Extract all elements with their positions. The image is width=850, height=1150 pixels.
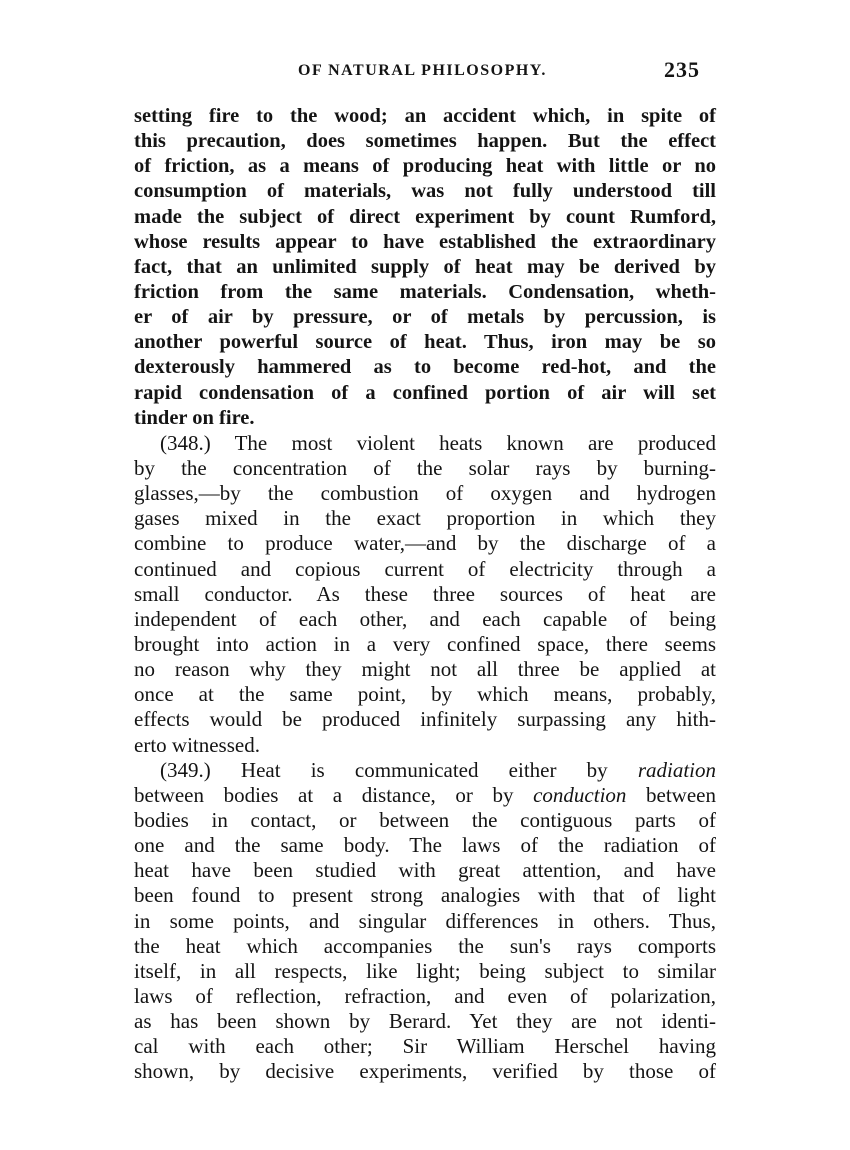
text-line: erto witnessed. (134, 732, 260, 757)
paragraph-348 (134, 431, 716, 758)
text-line: cal with each other; Sir William Herschel having (134, 1034, 716, 1059)
text-run: between (626, 782, 716, 807)
italic-term: conduction (533, 782, 627, 807)
text-line: gases mixed in the exact proportion in which they (134, 506, 716, 531)
text-line: no reason why they might not all three be applied at (134, 657, 716, 682)
paragraph-continuation (134, 104, 716, 431)
text-line: bodies in contact, or between the contiguous parts of (134, 807, 716, 832)
text-line: continued and copious current of electricity through a (134, 556, 716, 581)
text-line (134, 783, 716, 808)
page-number: 235 (664, 57, 700, 82)
text-line: once at the same point, by which means, probably, (134, 682, 716, 707)
text-line: by the concentration of the solar rays by burning- (134, 455, 716, 480)
paragraph-349 (134, 758, 716, 1085)
text-line: glasses,—by the combustion of oxygen and hydrogen (134, 481, 716, 506)
text-line: another powerful source of heat. Thus, iron may be so (134, 331, 716, 354)
text-line: combine to produce water,—and by the discharge of a (134, 531, 716, 556)
text-run: between bodies at a distance, or by (134, 782, 534, 807)
text-line: heat have been studied with great attention, and have (134, 858, 716, 883)
text-line: independent of each other, and each capable of being (134, 606, 716, 631)
text-line: one and the same body. The laws of the radiation of (134, 833, 716, 858)
text-line: been found to present strong analogies with that of light (134, 883, 716, 908)
text-line: effects would be produced infinitely surpassing any hith- (134, 707, 716, 732)
text-line: dexterously hammered as to become red-hot, and the (134, 356, 716, 379)
running-title: OF NATURAL PHILOSOPHY. (298, 62, 547, 79)
text-line: whose results appear to have established the extraordinary (134, 230, 716, 253)
text-run: (349.) Heat is communicated either by (160, 757, 638, 782)
text-line: brought into action in a very confined space, there seems (134, 631, 716, 656)
text-line: the heat which accompanies the sun's rays comports (134, 933, 716, 958)
text-line: (348.) The most violent heats known are produced (160, 430, 716, 455)
text-line: fact, that an unlimited supply of heat may be derived by (134, 255, 716, 278)
text-line: made the subject of direct experiment by count Rumford, (134, 205, 716, 228)
italic-term: radiation (637, 757, 716, 782)
text-line: of friction, as a means of producing heat with little or no (134, 155, 716, 178)
text-line: rapid condensation of a confined portion of air will set (134, 381, 716, 404)
text-line: small conductor. As these three sources of heat are (134, 581, 716, 606)
text-line: er of air by pressure, or of metals by percussion, is (134, 306, 716, 329)
body-text (134, 104, 716, 1084)
text-line: setting fire to the wood; an accident which, in spite of (134, 105, 716, 127)
text-line: as has been shown by Berard. Yet they are not identi- (134, 1009, 716, 1034)
text-line (134, 758, 716, 783)
text-line: laws of reflection, refraction, and even of polarization, (134, 983, 716, 1008)
text-line: consumption of materials, was not fully understood till (134, 180, 716, 203)
text-line: this precaution, does sometimes happen. But the effect (134, 130, 716, 153)
text-line: friction from the same materials. Condensation, wheth- (134, 280, 716, 303)
text-line: in some points, and singular differences in others. Thus, (134, 908, 716, 933)
text-line: shown, by decisive experiments, verified by those of (134, 1059, 716, 1084)
text-line: itself, in all respects, like light; being subject to similar (134, 958, 716, 983)
text-line: tinder on fire. (134, 406, 255, 429)
